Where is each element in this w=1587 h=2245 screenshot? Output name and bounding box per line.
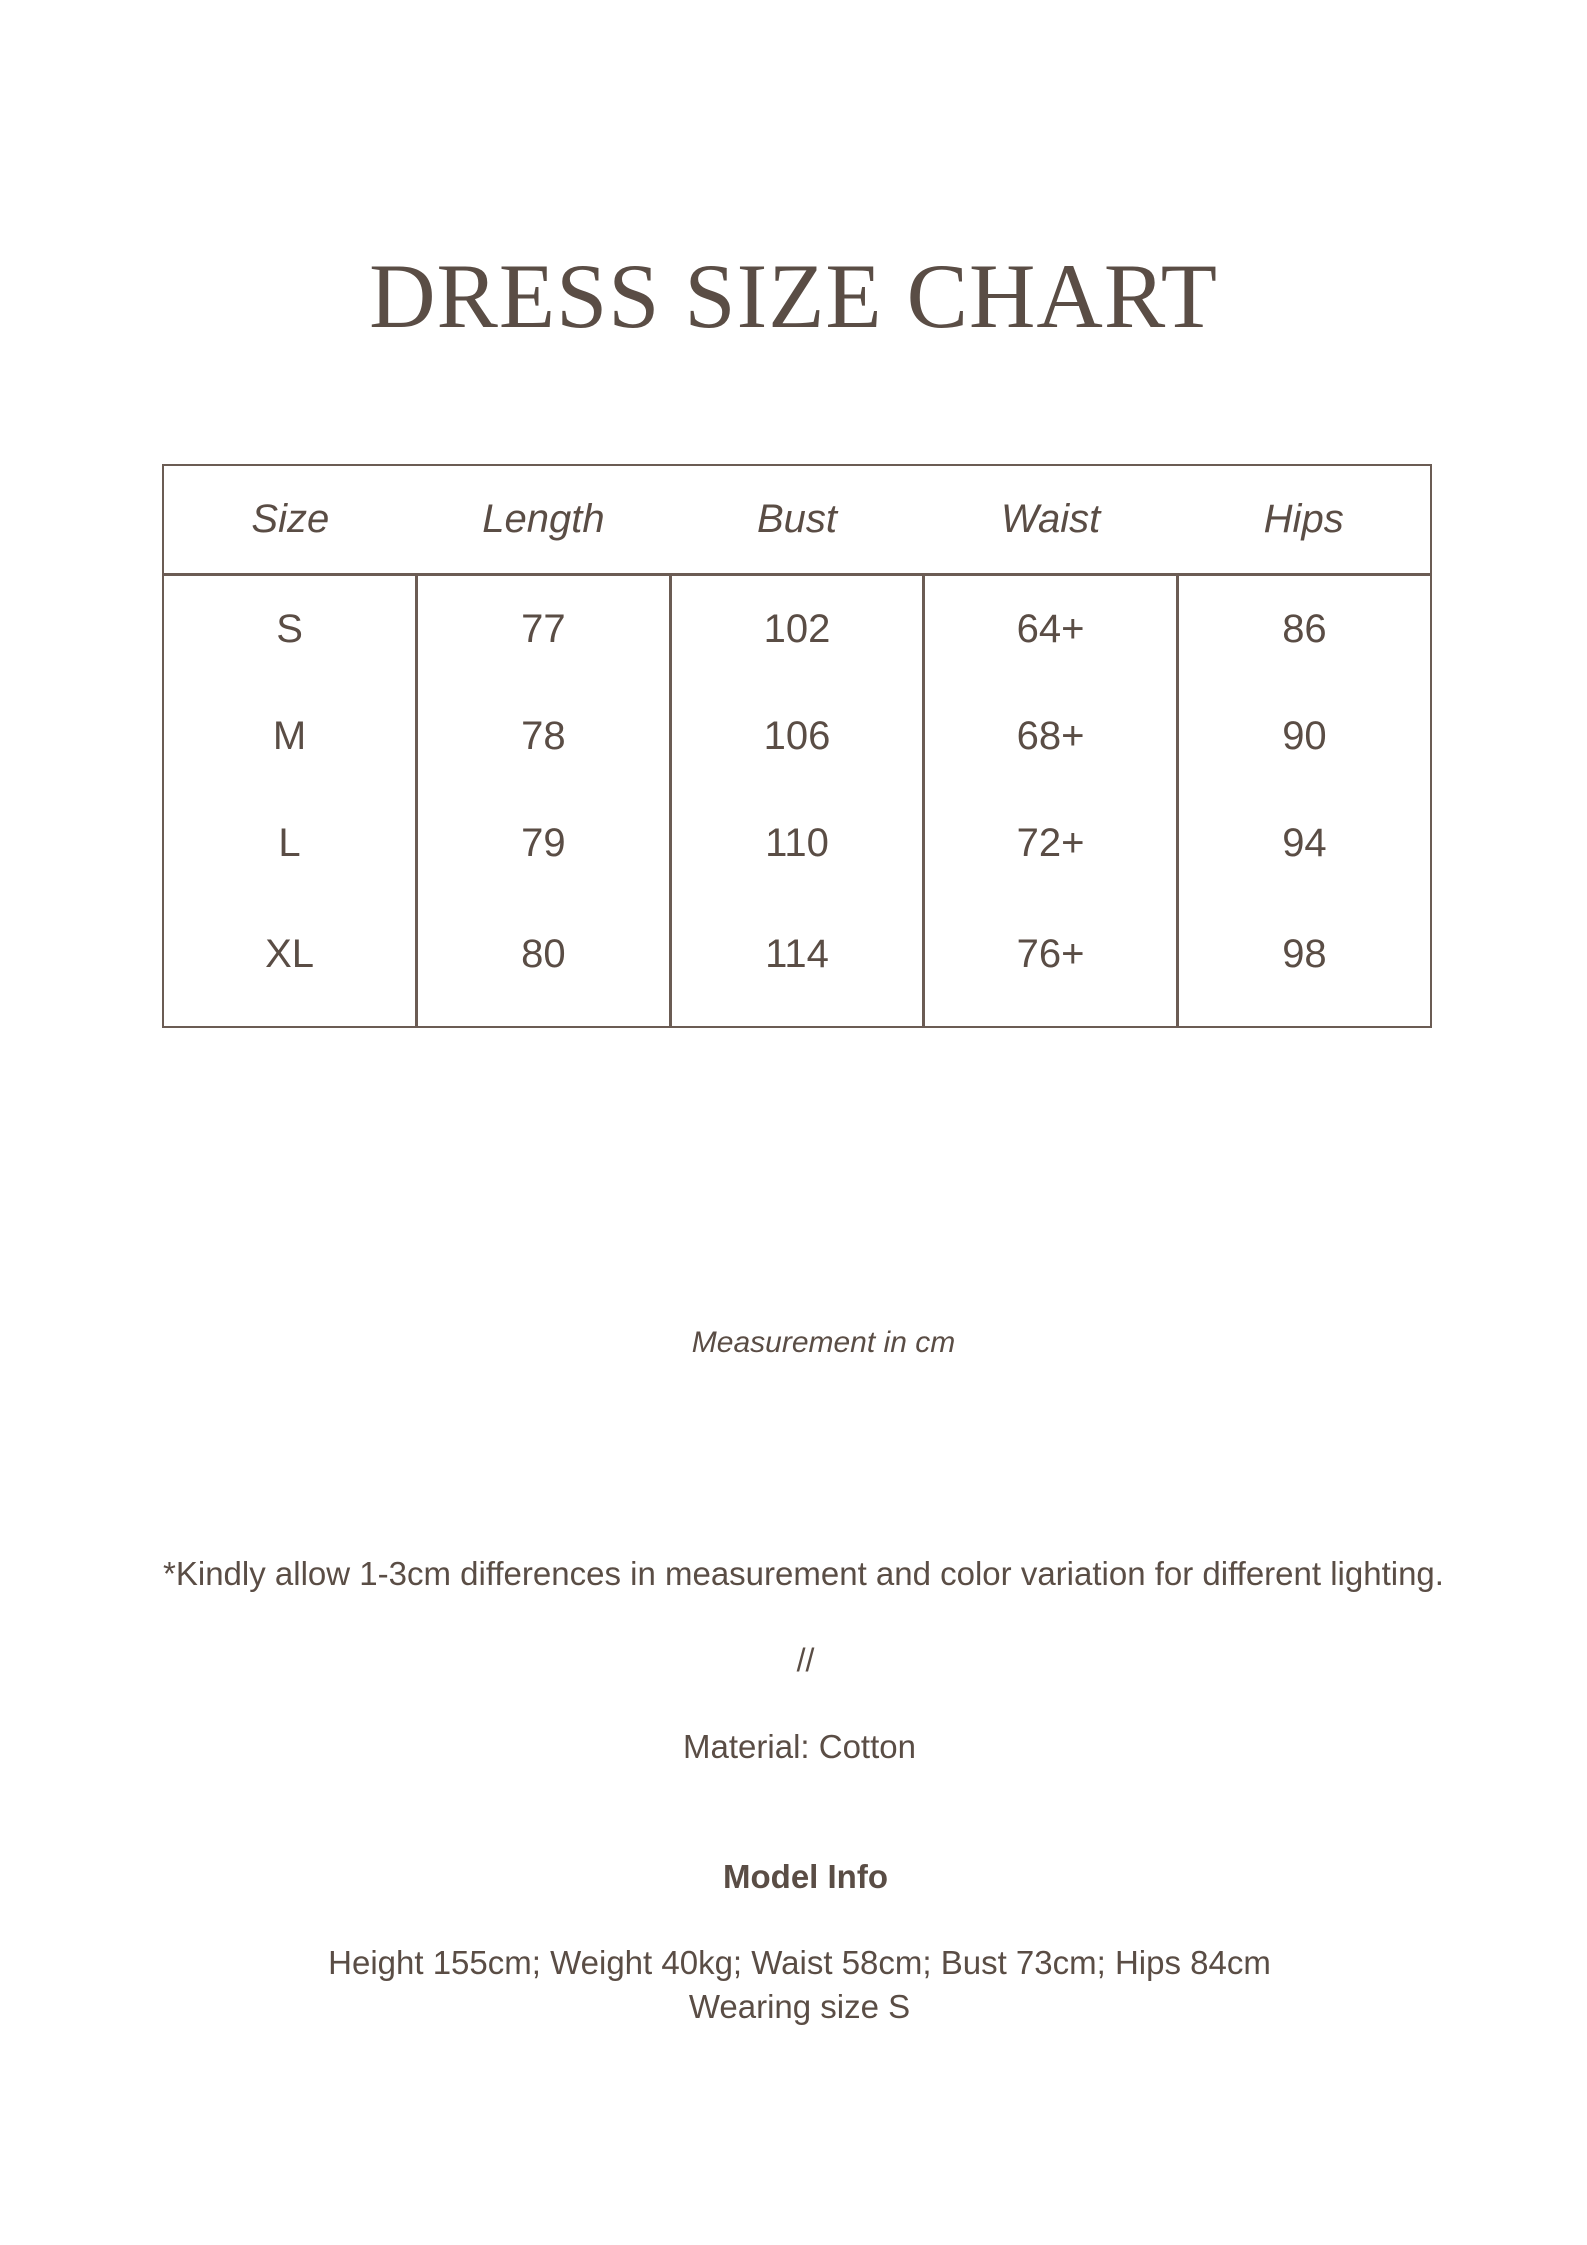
disclaimer-text: *Kindly allow 1-3cm differences in measurement and color variation for different lighting. xyxy=(163,1555,1444,1592)
cell-waist: 68+ xyxy=(924,683,1178,790)
cell-size: XL xyxy=(265,932,315,976)
separator: // xyxy=(796,1642,815,1678)
material-text: Material: Cotton xyxy=(683,1728,916,1765)
cell-size: S xyxy=(276,607,303,651)
cell-bust: 102 xyxy=(670,575,924,684)
cell-length: 78 xyxy=(417,683,671,790)
table-row xyxy=(163,897,1431,1027)
table-row xyxy=(163,683,1431,790)
cell-waist: 72+ xyxy=(924,790,1178,897)
cell-hips: 94 xyxy=(1177,790,1431,897)
cell-bust: 106 xyxy=(670,683,924,790)
model-info-heading: Model Info xyxy=(723,1858,888,1895)
header-waist: Waist xyxy=(924,465,1178,575)
measurement-note: Measurement in cm xyxy=(691,1326,956,1359)
cell-length: 79 xyxy=(417,790,671,897)
header-size: Size xyxy=(163,465,417,575)
cell-waist: 76+ xyxy=(924,897,1178,1027)
cell-hips: 90 xyxy=(1177,683,1431,790)
cell-size: L xyxy=(278,821,301,865)
size-table xyxy=(162,464,1432,1028)
page-title: DRESS SIZE CHART xyxy=(369,245,1218,347)
cell-length: 80 xyxy=(417,897,671,1027)
cell-hips: 98 xyxy=(1177,897,1431,1027)
table-row xyxy=(163,575,1431,684)
table-header-row xyxy=(163,465,1431,575)
cell-size: M xyxy=(272,714,307,758)
model-measurements: Height 155cm; Weight 40kg; Waist 58cm; Bust 73cm; Hips 84cm xyxy=(328,1944,1271,1981)
cell-length: 77 xyxy=(417,575,671,684)
table-row xyxy=(163,790,1431,897)
header-hips: Hips xyxy=(1177,465,1431,575)
cell-bust: 114 xyxy=(670,897,924,1027)
model-wearing-size: Wearing size S xyxy=(688,1988,911,2025)
header-bust: Bust xyxy=(670,465,924,575)
cell-bust: 110 xyxy=(670,790,924,897)
header-length: Length xyxy=(417,465,671,575)
cell-hips: 86 xyxy=(1177,575,1431,684)
cell-waist: 64+ xyxy=(924,575,1178,684)
